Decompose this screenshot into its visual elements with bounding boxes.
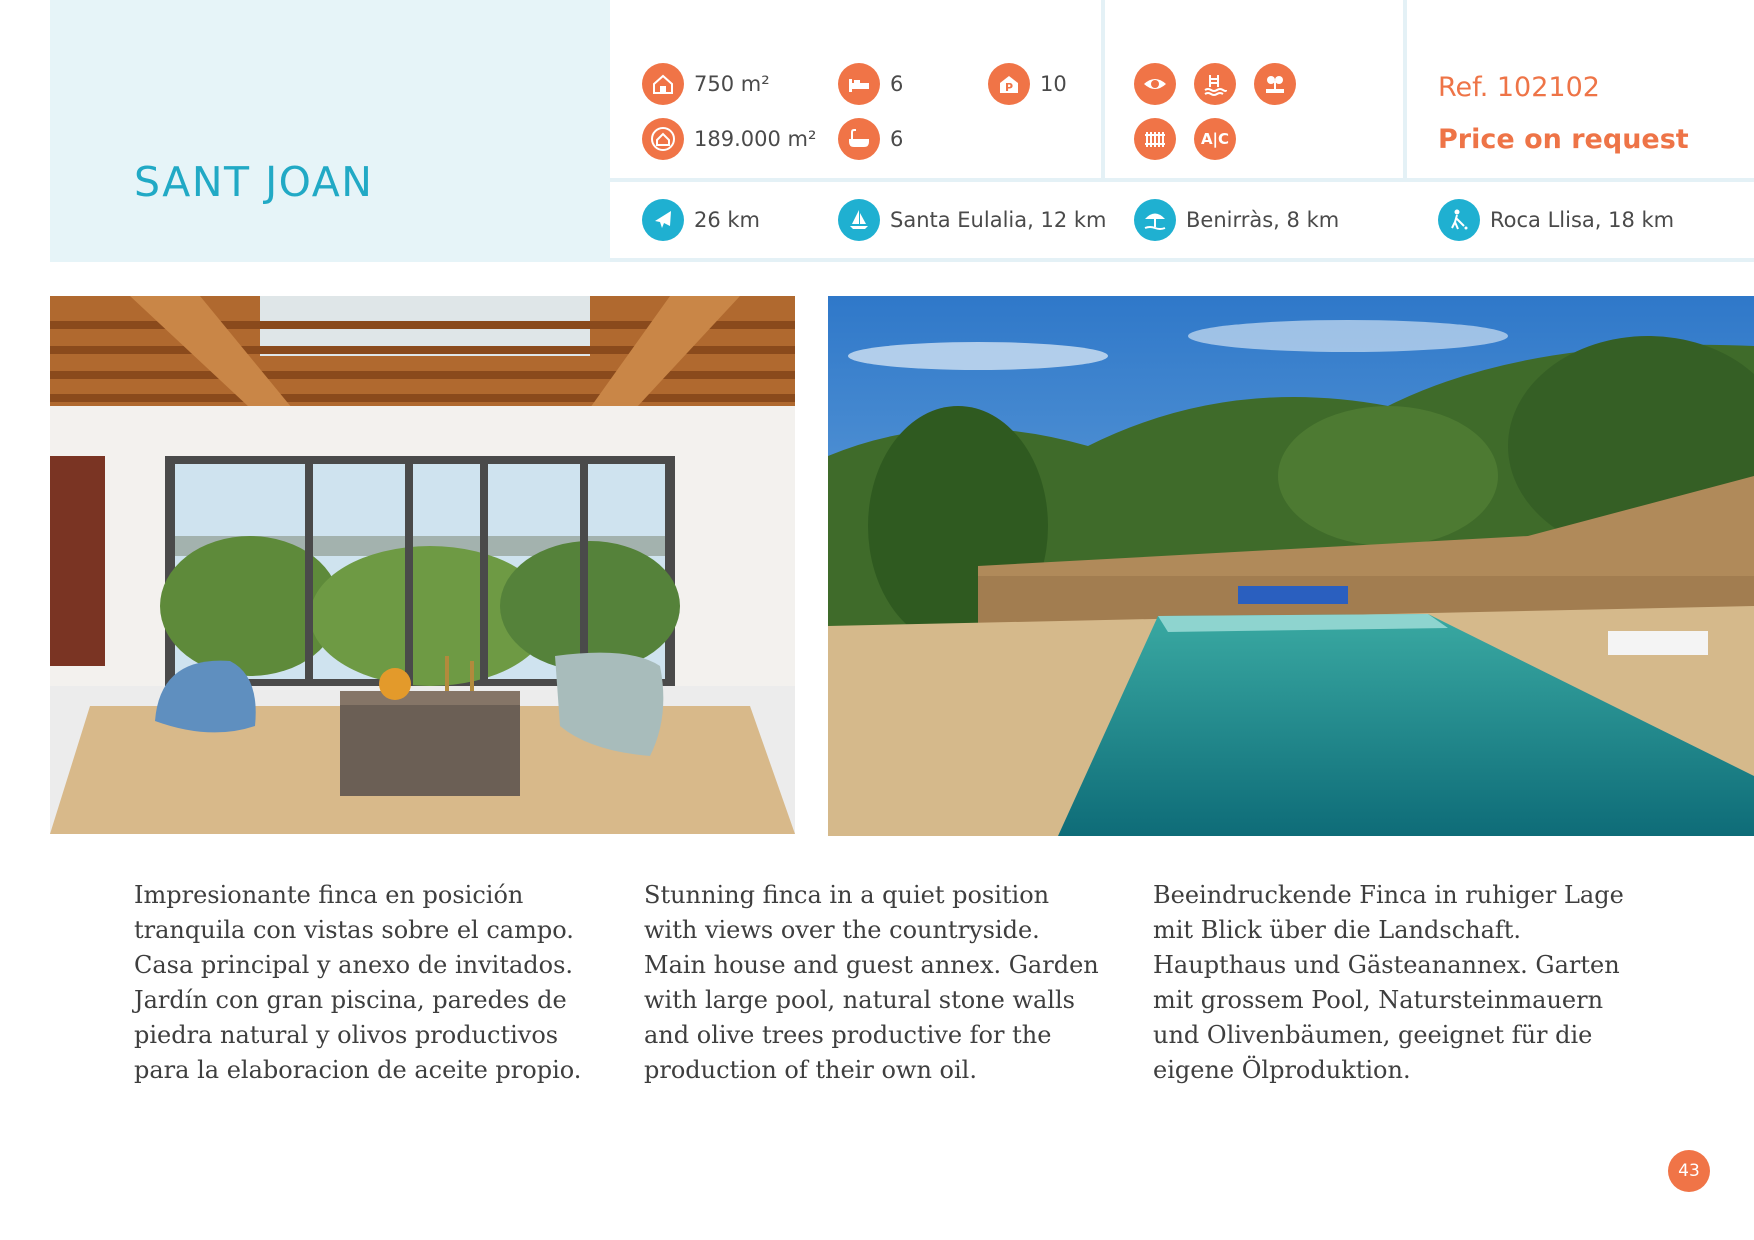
built-area-value: 750 m² — [694, 72, 770, 96]
bedrooms-value: 6 — [890, 72, 904, 96]
plot-area-stat — [642, 118, 816, 160]
built-area-stat — [642, 63, 770, 105]
living-room-photo — [50, 296, 795, 834]
town-distance-value: Santa Eulalia, 12 km — [890, 208, 1107, 232]
golf-distance — [1438, 199, 1674, 241]
ac-label: A|C — [1200, 130, 1230, 148]
golf-distance-value: Roca Llisa, 18 km — [1490, 208, 1675, 232]
amenity-row-2 — [1134, 118, 1236, 160]
views-icon — [1134, 63, 1176, 105]
plot-area-value: 189.000 m² — [694, 127, 817, 151]
beach-distance — [1134, 199, 1339, 241]
parking-icon — [988, 63, 1030, 105]
bedrooms-stat — [838, 63, 903, 105]
divider — [1101, 0, 1105, 178]
reference-number: Ref. 102102 — [1438, 72, 1600, 103]
garden-icon — [1254, 63, 1296, 105]
house-icon — [642, 63, 684, 105]
bed-icon — [838, 63, 880, 105]
plot-icon — [642, 118, 684, 160]
golf-icon — [1438, 199, 1480, 241]
parking-stat — [988, 63, 1067, 105]
pool-icon — [1194, 63, 1236, 105]
description-spanish: Impresionante finca en posición tranquila con vistas sobre el campo. Casa principal y anexo de invitados. Jardín con gran piscina, paredes de piedra natural y olivos productivos para la elaboracion de aceite propio. — [134, 881, 582, 1084]
beach-distance-value: Benirràs, 8 km — [1186, 208, 1340, 232]
price-label: Price on request — [1438, 124, 1689, 155]
airport-distance-value: 26 km — [694, 208, 761, 232]
bathrooms-value: 6 — [890, 127, 904, 151]
air-conditioning-icon — [1194, 118, 1236, 160]
heating-icon — [1134, 118, 1176, 160]
divider — [610, 258, 1754, 262]
pool-photo — [828, 296, 1754, 836]
amenity-row-1 — [1134, 63, 1296, 105]
divider — [610, 178, 1754, 182]
description-german: Beeindruckende Finca in ruhiger Lage mit Blick über die Landschaft. Haupthaus und Gästeanannex. Garten mit grossem Pool, Natursteinmauern und Olivenbäumen, geeignet für die eigene Ölproduktion. — [1153, 881, 1624, 1084]
beach-umbrella-icon — [1134, 199, 1176, 241]
sailboat-icon — [838, 199, 880, 241]
bathtub-icon — [838, 118, 880, 160]
svg-text:P: P — [1004, 81, 1014, 94]
airport-distance — [642, 199, 760, 241]
parking-value: 10 — [1040, 72, 1067, 96]
property-title: SANT JOAN — [134, 158, 374, 206]
airplane-icon — [642, 199, 684, 241]
title-panel — [50, 0, 610, 262]
description-english: Stunning finca in a quiet position with views over the countryside. Main house and guest annex. Garden with large pool, natural stone walls and olive trees productive for the production of their own oil. — [644, 881, 1099, 1084]
page-number: 43 — [1668, 1150, 1710, 1192]
bathrooms-stat — [838, 118, 903, 160]
divider — [1403, 0, 1407, 178]
town-distance — [838, 199, 1106, 241]
